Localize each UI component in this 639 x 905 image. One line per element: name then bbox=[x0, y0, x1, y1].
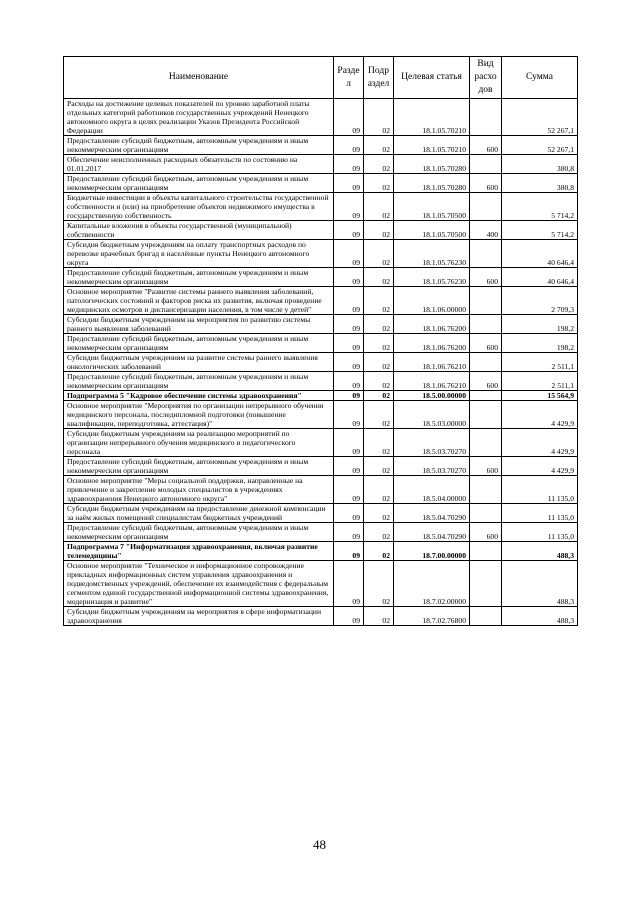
cell-target: 18.1.06.76200 bbox=[394, 315, 470, 334]
cell-sum: 4 429,9 bbox=[502, 429, 578, 457]
cell-sum: 5 714,2 bbox=[502, 221, 578, 240]
table-row bbox=[64, 561, 578, 607]
table-row bbox=[64, 240, 578, 268]
cell-sum: 198,2 bbox=[502, 315, 578, 334]
table-row bbox=[64, 99, 578, 136]
table-row bbox=[64, 401, 578, 429]
cell-subsection: 02 bbox=[364, 268, 394, 287]
table-row bbox=[64, 155, 578, 174]
table-row bbox=[64, 268, 578, 287]
cell-name: Основное мероприятие "Развитие системы раннего выявления заболеваний, патологических состояний и факторов риска их развития, включая проведение медицинских осмотров и диспансеризации населения, в том числе у детей" bbox=[64, 287, 334, 315]
cell-type bbox=[470, 240, 502, 268]
cell-name: Капитальные вложения в объекты государственной (муниципальной) собственности bbox=[64, 221, 334, 240]
cell-target: 18.1.06.00000 bbox=[394, 287, 470, 315]
cell-target: 18.1.05.70280 bbox=[394, 155, 470, 174]
cell-subsection: 02 bbox=[364, 542, 394, 561]
cell-name: Субсидии бюджетным учреждениям на мероприятия по развитию системы раннего выявления заболеваний bbox=[64, 315, 334, 334]
header-row bbox=[64, 57, 578, 99]
cell-section: 09 bbox=[334, 174, 364, 193]
table-row bbox=[64, 136, 578, 155]
cell-target: 18.5.03.00000 bbox=[394, 401, 470, 429]
table-row bbox=[64, 221, 578, 240]
cell-subsection: 02 bbox=[364, 457, 394, 476]
cell-subsection: 02 bbox=[364, 155, 394, 174]
cell-type bbox=[470, 542, 502, 561]
table-row bbox=[64, 523, 578, 542]
cell-section: 09 bbox=[334, 287, 364, 315]
cell-subsection: 02 bbox=[364, 174, 394, 193]
cell-name: Предоставление субсидий бюджетным, автономным учреждениям и иным некоммерческим организациям bbox=[64, 372, 334, 391]
cell-name: Предоставление субсидий бюджетным, автономным учреждениям и иным некоммерческим организациям bbox=[64, 136, 334, 155]
cell-subsection: 02 bbox=[364, 429, 394, 457]
cell-type bbox=[470, 287, 502, 315]
cell-name: Основное мероприятие "Меры социальной поддержки, направленные на привлечение и закрепление молодых специалистов в учреждениях здравоохранения Ненецкого автономного округа" bbox=[64, 476, 334, 504]
cell-section: 09 bbox=[334, 457, 364, 476]
header-name: Наименование bbox=[64, 57, 334, 99]
cell-section: 09 bbox=[334, 391, 364, 401]
cell-target: 18.5.03.70270 bbox=[394, 429, 470, 457]
cell-section: 09 bbox=[334, 193, 364, 221]
cell-target: 18.1.06.76210 bbox=[394, 353, 470, 372]
cell-target: 18.7.00.00000 bbox=[394, 542, 470, 561]
cell-section: 09 bbox=[334, 240, 364, 268]
cell-target: 18.1.05.70500 bbox=[394, 221, 470, 240]
cell-sum: 4 429,9 bbox=[502, 401, 578, 429]
cell-target: 18.1.06.76200 bbox=[394, 334, 470, 353]
cell-sum: 40 646,4 bbox=[502, 240, 578, 268]
cell-section: 09 bbox=[334, 542, 364, 561]
cell-subsection: 02 bbox=[364, 193, 394, 221]
cell-type: 600 bbox=[470, 457, 502, 476]
cell-subsection: 02 bbox=[364, 353, 394, 372]
table-row bbox=[64, 542, 578, 561]
cell-sum: 380,8 bbox=[502, 174, 578, 193]
cell-type: 400 bbox=[470, 221, 502, 240]
table-row bbox=[64, 334, 578, 353]
cell-name: Субсидия бюджетным учреждениям на оплату транспортных расходов по перевозке врачебных бригад в населённые пункты Ненецкого автономного округа bbox=[64, 240, 334, 268]
cell-name: Предоставление субсидий бюджетным, автономным учреждениям и иным некоммерческим организациям bbox=[64, 523, 334, 542]
cell-sum: 2 511,1 bbox=[502, 372, 578, 391]
table-row bbox=[64, 504, 578, 523]
table-row bbox=[64, 476, 578, 504]
cell-subsection: 02 bbox=[364, 523, 394, 542]
cell-type: 600 bbox=[470, 523, 502, 542]
cell-section: 09 bbox=[334, 315, 364, 334]
cell-type bbox=[470, 607, 502, 626]
cell-sum: 488,3 bbox=[502, 561, 578, 607]
cell-type bbox=[470, 99, 502, 136]
cell-target: 18.1.05.70280 bbox=[394, 174, 470, 193]
cell-type bbox=[470, 391, 502, 401]
cell-sum: 52 267,1 bbox=[502, 99, 578, 136]
cell-name: Субсидии бюджетным учреждениям на мероприятия в сфере информатизации здравоохранения bbox=[64, 607, 334, 626]
cell-section: 09 bbox=[334, 561, 364, 607]
table-row bbox=[64, 457, 578, 476]
table-row bbox=[64, 193, 578, 221]
cell-sum: 40 646,4 bbox=[502, 268, 578, 287]
cell-target: 18.1.06.76210 bbox=[394, 372, 470, 391]
cell-target: 18.5.04.00000 bbox=[394, 476, 470, 504]
cell-type bbox=[470, 315, 502, 334]
cell-subsection: 02 bbox=[364, 401, 394, 429]
header-subsection: Подр аздел bbox=[364, 57, 394, 99]
cell-name: Расходы на достижение целевых показателей по уровню заработной платы отдельных категорий работников государственных учреждений Ненецкого автономного округа в целях реализации Указов Президента Российской Федерации bbox=[64, 99, 334, 136]
cell-sum: 488,3 bbox=[502, 607, 578, 626]
cell-subsection: 02 bbox=[364, 372, 394, 391]
cell-section: 09 bbox=[334, 136, 364, 155]
cell-sum: 198,2 bbox=[502, 334, 578, 353]
cell-name: Подпрограмма 5 "Кадровое обеспечение системы здравоохранения" bbox=[64, 391, 334, 401]
cell-section: 09 bbox=[334, 372, 364, 391]
cell-section: 09 bbox=[334, 504, 364, 523]
cell-name: Основное мероприятие "Техническое и информационное сопровождение прикладных информационных систем управления здравоохранения и подведомственных учреждений, обеспечение их взаимодействия с федеральным сегментом единой государственной информационной системы здравоохранения, модернизация и развитие" bbox=[64, 561, 334, 607]
cell-sum: 4 429,9 bbox=[502, 457, 578, 476]
cell-type bbox=[470, 429, 502, 457]
cell-section: 09 bbox=[334, 476, 364, 504]
cell-target: 18.5.04.70290 bbox=[394, 504, 470, 523]
header-target: Целевая статья bbox=[394, 57, 470, 99]
cell-subsection: 02 bbox=[364, 561, 394, 607]
cell-target: 18.5.03.70270 bbox=[394, 457, 470, 476]
cell-sum: 15 564,9 bbox=[502, 391, 578, 401]
cell-subsection: 02 bbox=[364, 221, 394, 240]
cell-target: 18.5.00.00000 bbox=[394, 391, 470, 401]
cell-subsection: 02 bbox=[364, 391, 394, 401]
cell-sum: 11 135,0 bbox=[502, 504, 578, 523]
cell-subsection: 02 bbox=[364, 476, 394, 504]
cell-type bbox=[470, 155, 502, 174]
table-row bbox=[64, 607, 578, 626]
cell-target: 18.7.02.00000 bbox=[394, 561, 470, 607]
cell-subsection: 02 bbox=[364, 287, 394, 315]
cell-section: 09 bbox=[334, 523, 364, 542]
cell-section: 09 bbox=[334, 268, 364, 287]
cell-type bbox=[470, 561, 502, 607]
cell-subsection: 02 bbox=[364, 607, 394, 626]
cell-type bbox=[470, 193, 502, 221]
header-type: Вид расхо дов bbox=[470, 57, 502, 99]
cell-subsection: 02 bbox=[364, 136, 394, 155]
cell-name: Субсидии бюджетным учреждениям на реализацию мероприятий по организации непрерывного обучения медицинского и педагогического персонала bbox=[64, 429, 334, 457]
cell-subsection: 02 bbox=[364, 315, 394, 334]
cell-sum: 11 135,0 bbox=[502, 476, 578, 504]
cell-sum: 2 511,1 bbox=[502, 353, 578, 372]
cell-subsection: 02 bbox=[364, 334, 394, 353]
cell-sum: 2 709,3 bbox=[502, 287, 578, 315]
table-row bbox=[64, 391, 578, 401]
cell-sum: 5 714,2 bbox=[502, 193, 578, 221]
table-row bbox=[64, 287, 578, 315]
cell-type bbox=[470, 504, 502, 523]
cell-section: 09 bbox=[334, 155, 364, 174]
cell-target: 18.1.05.76230 bbox=[394, 240, 470, 268]
cell-target: 18.1.05.76230 bbox=[394, 268, 470, 287]
cell-name: Обеспечение неисполненных расходных обязательств по состоянию на 01.01.2017 bbox=[64, 155, 334, 174]
cell-subsection: 02 bbox=[364, 504, 394, 523]
cell-target: 18.1.05.70500 bbox=[394, 193, 470, 221]
cell-section: 09 bbox=[334, 401, 364, 429]
cell-name: Подпрограмма 7 "Информатизация здравоохранения, включая развитие телемедицины" bbox=[64, 542, 334, 561]
cell-sum: 380,8 bbox=[502, 155, 578, 174]
table-row bbox=[64, 372, 578, 391]
cell-name: Бюджетные инвестиции в объекты капитального строительства государственной собственности и (или) на приобретение объектов недвижимого имущества в государственную собственность bbox=[64, 193, 334, 221]
header-sum: Сумма bbox=[502, 57, 578, 99]
cell-name: Предоставление субсидий бюджетным, автономным учреждениям и иным некоммерческим организациям bbox=[64, 268, 334, 287]
table-row bbox=[64, 429, 578, 457]
cell-sum: 488,3 bbox=[502, 542, 578, 561]
cell-subsection: 02 bbox=[364, 240, 394, 268]
cell-target: 18.5.04.70290 bbox=[394, 523, 470, 542]
cell-section: 09 bbox=[334, 334, 364, 353]
cell-section: 09 bbox=[334, 429, 364, 457]
cell-target: 18.1.05.70210 bbox=[394, 136, 470, 155]
cell-name: Предоставление субсидий бюджетным, автономным учреждениям и иным некоммерческим организациям bbox=[64, 457, 334, 476]
cell-type bbox=[470, 353, 502, 372]
cell-type: 600 bbox=[470, 174, 502, 193]
cell-name: Субсидии бюджетным учреждениям на развитие системы раннего выявления онкологических заболеваний bbox=[64, 353, 334, 372]
budget-table bbox=[63, 56, 578, 626]
cell-name: Основное мероприятие "Мероприятия по организации непрерывного обучения медицинского персонала, последипломной подготовки (повышение квалификации, переподготовка, аттестация)" bbox=[64, 401, 334, 429]
cell-name: Предоставление субсидий бюджетным, автономным учреждениям и иным некоммерческим организациям bbox=[64, 334, 334, 353]
cell-sum: 11 135,0 bbox=[502, 523, 578, 542]
cell-sum: 52 267,1 bbox=[502, 136, 578, 155]
cell-type: 600 bbox=[470, 334, 502, 353]
cell-name: Предоставление субсидий бюджетным, автономным учреждениям и иным некоммерческим организациям bbox=[64, 174, 334, 193]
cell-target: 18.1.05.70210 bbox=[394, 99, 470, 136]
cell-target: 18.7.02.76800 bbox=[394, 607, 470, 626]
table-body bbox=[64, 99, 578, 626]
header-section: Разде л bbox=[334, 57, 364, 99]
cell-name: Субсидии бюджетным учреждениям на предоставление денежной компенсации за наём жилых помещений специалистам бюджетных учреждений bbox=[64, 504, 334, 523]
cell-section: 09 bbox=[334, 221, 364, 240]
cell-type: 600 bbox=[470, 372, 502, 391]
cell-type: 600 bbox=[470, 136, 502, 155]
cell-type: 600 bbox=[470, 268, 502, 287]
cell-section: 09 bbox=[334, 353, 364, 372]
cell-section: 09 bbox=[334, 607, 364, 626]
table-row bbox=[64, 315, 578, 334]
cell-type bbox=[470, 476, 502, 504]
cell-subsection: 02 bbox=[364, 99, 394, 136]
page-number: 48 bbox=[313, 837, 326, 852]
cell-section: 09 bbox=[334, 99, 364, 136]
cell-type bbox=[470, 401, 502, 429]
table-row bbox=[64, 353, 578, 372]
table-row bbox=[64, 174, 578, 193]
